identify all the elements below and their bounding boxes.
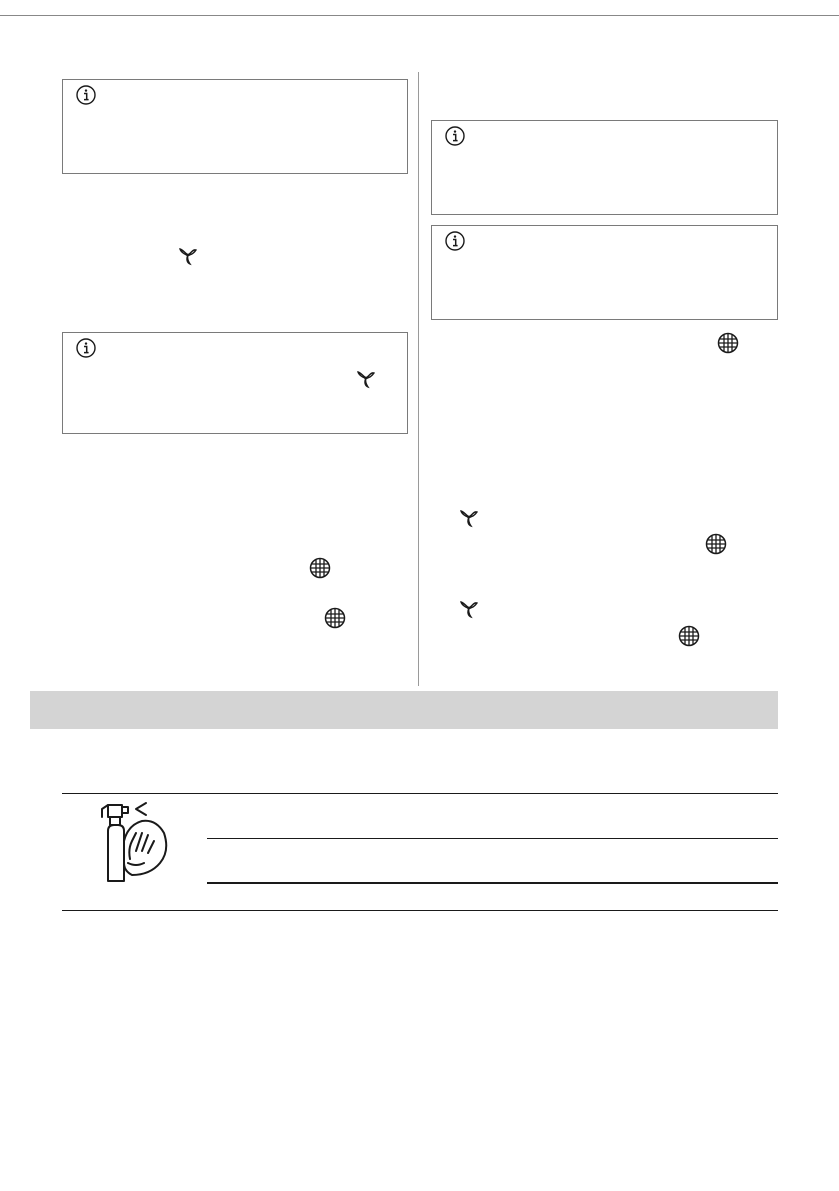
fan-icon: [458, 597, 480, 619]
info-box-3: [431, 120, 778, 215]
grid-plate-icon: [705, 533, 727, 555]
fan-icon: [458, 506, 480, 528]
section-header-band: [30, 691, 778, 729]
info-box-2: [62, 332, 408, 434]
info-icon: [445, 126, 465, 146]
table-row-divider: [207, 882, 778, 884]
header-rule: [0, 15, 839, 16]
table-bottom-rule: [62, 910, 778, 911]
info-icon: [445, 231, 465, 251]
info-box-1: [62, 79, 408, 174]
fan-icon: [355, 367, 377, 389]
fan-icon: [177, 244, 199, 266]
grid-plate-icon: [717, 332, 739, 354]
table-row-divider: [207, 838, 778, 839]
grid-plate-icon: [324, 607, 346, 629]
info-icon: [76, 85, 96, 105]
grid-plate-icon: [309, 557, 331, 579]
table-top-rule: [62, 793, 778, 794]
spray-bottle-hand-icon: [98, 797, 170, 887]
column-divider: [418, 72, 419, 686]
info-box-4: [431, 225, 778, 320]
grid-plate-icon: [678, 625, 700, 647]
info-icon: [76, 338, 96, 358]
